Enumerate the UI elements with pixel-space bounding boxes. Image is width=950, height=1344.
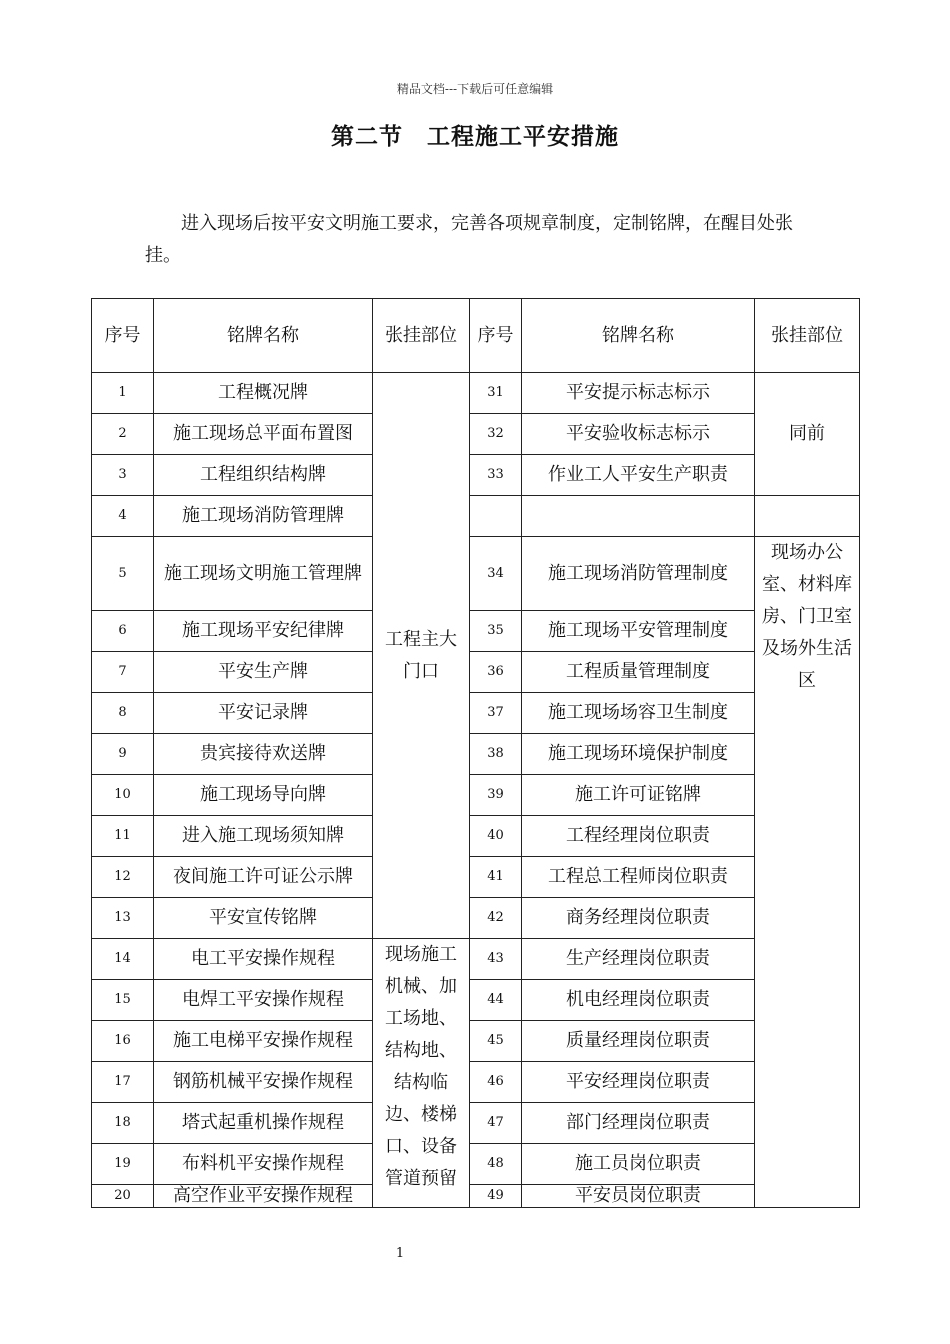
table-header-row: [92, 299, 860, 373]
row-no: 19: [92, 1144, 154, 1185]
sign-name: 贵宾接待欢送牌: [154, 734, 373, 775]
row-no: 48: [470, 1144, 522, 1185]
table-row: [92, 537, 860, 611]
table-row: [92, 939, 860, 980]
sign-name: 施工现场场容卫生制度: [522, 693, 755, 734]
sign-name: 平安宣传铭牌: [154, 898, 373, 939]
location-main-gate: 工程主大门口: [373, 373, 470, 939]
sign-name: 电焊工平安操作规程: [154, 980, 373, 1021]
row-no: 41: [470, 857, 522, 898]
header-location-right: 张挂部位: [755, 299, 860, 373]
sign-name: 机电经理岗位职责: [522, 980, 755, 1021]
sign-name: 工程概况牌: [154, 373, 373, 414]
sign-name: 施工许可证铭牌: [522, 775, 755, 816]
row-no: 16: [92, 1021, 154, 1062]
row-no: 3: [92, 455, 154, 496]
header-name-left: 铭牌名称: [154, 299, 373, 373]
row-no: 20: [92, 1185, 154, 1208]
table-row: [92, 652, 860, 693]
table-row: [92, 816, 860, 857]
sign-name: 工程总工程师岗位职责: [522, 857, 755, 898]
table-row: [92, 1144, 860, 1185]
sign-name: 施工现场平安纪律牌: [154, 611, 373, 652]
row-no: 6: [92, 611, 154, 652]
section-title: 第二节 工程施工平安措施: [331, 123, 619, 150]
sign-name: 施工现场平安管理制度: [522, 611, 755, 652]
row-no: 7: [92, 652, 154, 693]
row-no: 33: [470, 455, 522, 496]
sign-name: 施工现场总平面布置图: [154, 414, 373, 455]
table-row: [92, 898, 860, 939]
row-no: 9: [92, 734, 154, 775]
sign-name: 高空作业平安操作规程: [154, 1185, 373, 1208]
header-no-left: 序号: [92, 299, 154, 373]
sign-name: [522, 496, 755, 537]
row-no: 1: [92, 373, 154, 414]
row-no: 43: [470, 939, 522, 980]
row-no: 39: [470, 775, 522, 816]
sign-name: 进入施工现场须知牌: [154, 816, 373, 857]
row-no: 4: [92, 496, 154, 537]
row-no: 5: [92, 537, 154, 611]
sign-name: 平安生产牌: [154, 652, 373, 693]
row-no: 8: [92, 693, 154, 734]
row-no: 37: [470, 693, 522, 734]
sign-name: 施工现场文明施工管理牌: [154, 537, 373, 611]
row-no: 32: [470, 414, 522, 455]
row-no: 17: [92, 1062, 154, 1103]
page-number: 1: [395, 1246, 405, 1261]
table-row: [92, 1185, 860, 1208]
table-row: [92, 455, 860, 496]
sign-name: 工程质量管理制度: [522, 652, 755, 693]
row-no: 18: [92, 1103, 154, 1144]
signage-table: [91, 298, 860, 1208]
sign-name: 塔式起重机操作规程: [154, 1103, 373, 1144]
header-no-right: 序号: [470, 299, 522, 373]
intro-paragraph: 进入现场后按平安文明施工要求，完善各项规章制度，定制铭牌，在醒目处张挂。: [145, 213, 793, 266]
row-no: [470, 496, 522, 537]
sign-name: 生产经理岗位职责: [522, 939, 755, 980]
row-no: 45: [470, 1021, 522, 1062]
table-row: [92, 857, 860, 898]
sign-name: 电工平安操作规程: [154, 939, 373, 980]
sign-name: 工程经理岗位职责: [522, 816, 755, 857]
table-row: [92, 414, 860, 455]
row-no: 44: [470, 980, 522, 1021]
sign-name: 平安经理岗位职责: [522, 1062, 755, 1103]
sign-name: 施工现场消防管理制度: [522, 537, 755, 611]
row-no: 35: [470, 611, 522, 652]
sign-name: 商务经理岗位职责: [522, 898, 755, 939]
empty-location-cell: [755, 496, 860, 537]
row-no: 38: [470, 734, 522, 775]
sign-name: 质量经理岗位职责: [522, 1021, 755, 1062]
sign-name: 平安记录牌: [154, 693, 373, 734]
sign-name: 钢筋机械平安操作规程: [154, 1062, 373, 1103]
row-no: 36: [470, 652, 522, 693]
row-no: 42: [470, 898, 522, 939]
sign-name: 平安验收标志标示: [522, 414, 755, 455]
table-row: [92, 1062, 860, 1103]
table-row: [92, 734, 860, 775]
sign-name: 平安提示标志标示: [522, 373, 755, 414]
table-row: [92, 693, 860, 734]
row-no: 40: [470, 816, 522, 857]
header-location-left: 张挂部位: [373, 299, 470, 373]
sign-name: 夜间施工许可证公示牌: [154, 857, 373, 898]
row-no: 46: [470, 1062, 522, 1103]
table-row: [92, 1021, 860, 1062]
row-no: 49: [470, 1185, 522, 1208]
sign-name: 施工现场消防管理牌: [154, 496, 373, 537]
row-no: 10: [92, 775, 154, 816]
sign-name: 施工电梯平安操作规程: [154, 1021, 373, 1062]
table-row: [92, 775, 860, 816]
row-no: 14: [92, 939, 154, 980]
sign-name: 工程组织结构牌: [154, 455, 373, 496]
table-row: [92, 496, 860, 537]
table-row: [92, 611, 860, 652]
sign-name: 施工现场环境保护制度: [522, 734, 755, 775]
table-row: [92, 980, 860, 1021]
row-no: 31: [470, 373, 522, 414]
sign-name: 平安员岗位职责: [522, 1185, 755, 1208]
sign-name: 作业工人平安生产职责: [522, 455, 755, 496]
sign-name: 施工现场导向牌: [154, 775, 373, 816]
table-row: [92, 373, 860, 414]
location-work-sites: 现场施工机械、加工场地、结构地、结构临边、楼梯口、设备管道预留: [373, 939, 470, 1208]
row-no: 15: [92, 980, 154, 1021]
sign-name: 部门经理岗位职责: [522, 1103, 755, 1144]
header-name-right: 铭牌名称: [522, 299, 755, 373]
header-note: 精品文档---下载后可任意编辑: [396, 82, 554, 96]
row-no: 2: [92, 414, 154, 455]
sign-name: 布料机平安操作规程: [154, 1144, 373, 1185]
row-no: 47: [470, 1103, 522, 1144]
location-office-area: 现场办公室、材料库房、门卫室及场外生活区: [755, 537, 860, 1208]
table-row: [92, 1103, 860, 1144]
location-same-as-above: 同前: [755, 373, 860, 496]
row-no: 12: [92, 857, 154, 898]
sign-name: 施工员岗位职责: [522, 1144, 755, 1185]
row-no: 11: [92, 816, 154, 857]
row-no: 13: [92, 898, 154, 939]
row-no: 34: [470, 537, 522, 611]
